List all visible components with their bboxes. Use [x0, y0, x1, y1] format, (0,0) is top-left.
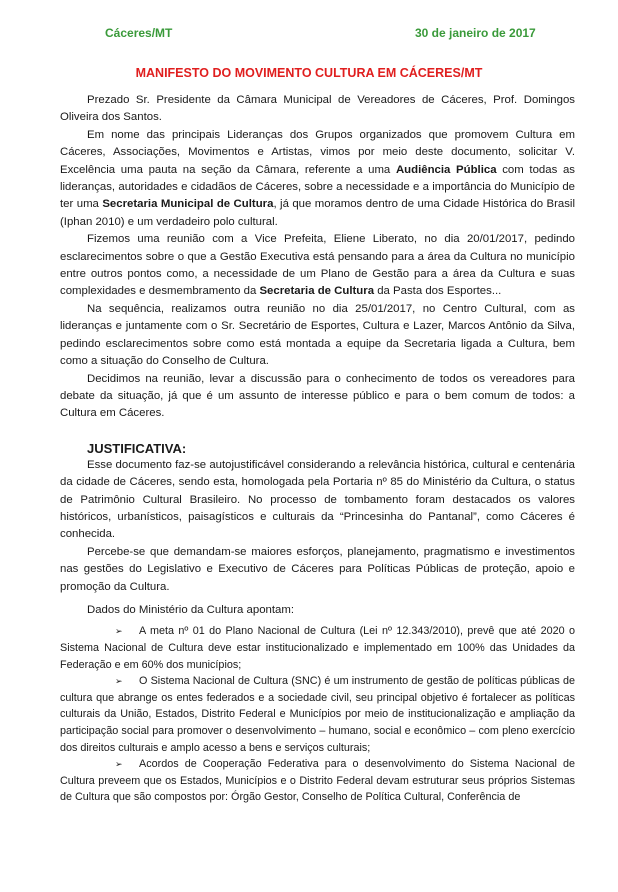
arrow-bullet-icon: ➢	[115, 676, 123, 687]
document-body	[60, 92, 575, 806]
ministry-data-list	[60, 623, 575, 806]
arrow-bullet-icon: ➢	[115, 626, 123, 637]
header-location: Cáceres/MT	[105, 26, 173, 40]
paragraph-decision: Decidimos na reunião, levar a discussão para o conhecimento de todos os vereadores para debate da situação, já que é um assunto de interesse público e para o bem comum de todos: a Cultura em Cáceres.	[60, 372, 575, 420]
document-title: MANIFESTO DO MOVIMENTO CULTURA EM CÁCERES/MT	[135, 66, 483, 80]
paragraph-justification-1: Esse documento faz-se autojustificável considerando a relevância histórica, cultural e centenária da cidade de Cáceres, sendo esta, homologada pela Portaria nº 85 do Ministério da Cultura, o status de Patrimônio Cultural Brasileiro. No processo de tombamento foram destacados os valores históricos, urbanísticos, paisagísticos e culturais da “Princesinha do Pantanal”, como Cáceres é conhecida.	[60, 458, 575, 541]
justificativa-heading: JUSTIFICATIVA:	[87, 440, 187, 456]
paragraph-meeting-vice-mayor: Fizemos uma reunião com a Vice Prefeita, Eliene Liberato, no dia 20/01/2017, pedindo esclarecimentos sobre o que a Gestão Executiva está pensando para a área da Cultura no município entre outros pontos como, a necessidade de um Plano de Gestão para a área da Cultura e suas complexidades e desmembramento da Secretaria de Cultura da Pasta dos Esportes...	[60, 233, 575, 298]
paragraph-ministry-data: Dados do Ministério da Cultura apontam:	[87, 603, 295, 616]
paragraph-meeting-secretary: Na sequência, realizamos outra reunião no dia 25/01/2017, no Centro Cultural, com as lideranças e juntamente com o Sr. Secretário de Esportes, Cultura e Lazer, Marcos Antônio da Silva, pedindo esclarecimentos sobre como está montada a equipe da Secretaria ligada a Cultura, bem como a situação do Conselho de Cultura.	[60, 302, 575, 368]
document-header	[0, 26, 618, 44]
paragraph-greeting: Prezado Sr. Presidente da Câmara Municipal de Vereadores de Cáceres, Prof. Domingos Oliveira dos Santos.	[60, 94, 575, 124]
paragraph-request: Em nome das principais Lideranças dos Grupos organizados que promovem Cultura em Cáceres, Associações, Movimentos e Artistas, vimos por meio deste documento, solicitar V. Excelência uma pauta na seção da Câmara, referente a uma Audiência Pública com todas as lideranças, autoridades e cidadãos de Cáceres, sobre a necessidade e a importância do Município de ter uma Secretaria Municipal de Cultura, já que moramos dentro de uma Cidade Histórica do Brasil (Iphan 2010) e um verdadeiro polo cultural.	[60, 128, 575, 228]
list-item: ➢ A meta nº 01 do Plano Nacional de Cultura (Lei nº 12.343/2010), prevê que até 2020 o Sistema Nacional de Cultura deve estar institucionalizado e implementado em 100% das Unidades da Federação e em 60% dos municípios;	[60, 625, 575, 671]
header-date: 30 de janeiro de 2017	[415, 26, 536, 40]
list-item: ➢ O Sistema Nacional de Cultura (SNC) é um instrumento de gestão de políticas públicas de cultura que abrange os entes federados e a sociedade civil, seu principal objetivo é fortalecer as políticas culturais da União, Estados, Distrito Federal e Municípios por meio de institucionalização e ampliação da participação social para promover o desenvolvimento – humano, social e econômico – com pleno exercício dos direitos culturais e amplo acesso a bens e serviços culturais;	[60, 675, 575, 754]
arrow-bullet-icon: ➢	[115, 759, 123, 770]
paragraph-justification-2: Percebe-se que demandam-se maiores esforços, planejamento, pragmatismo e investimentos nas gestões do Legislativo e Executivo de Cáceres para Políticas Públicas de proteção, apoio e promoção da Cultura.	[60, 545, 575, 593]
list-item: ➢ Acordos de Cooperação Federativa para o desenvolvimento do Sistema Nacional de Cultura preveem que os Estados, Municípios e o Distrito Federal devam estruturar seus próprios Sistemas de Cultura que são compostos por: Órgão Gestor, Conselho de Política Cultural, Conferência de	[60, 758, 575, 804]
